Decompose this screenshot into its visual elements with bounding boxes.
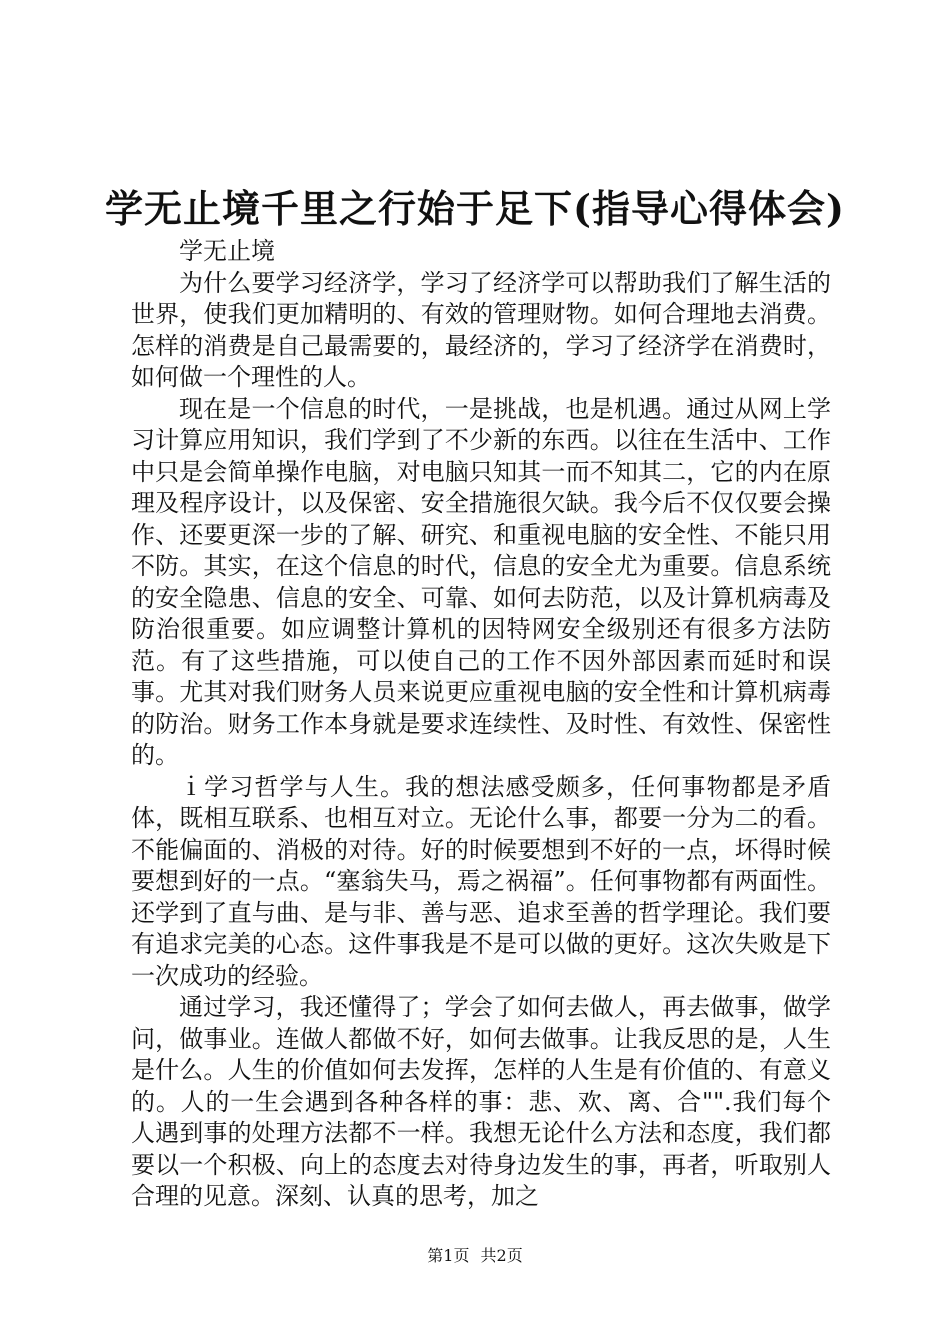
document-subtitle: 学无止境 — [179, 237, 275, 265]
page-number: 第1页 — [427, 1246, 470, 1265]
document-body — [131, 236, 831, 1213]
page-total: 共2页 — [480, 1246, 523, 1265]
page-footer — [0, 1246, 950, 1266]
paragraph: 为什么要学习经济学，学习了经济学可以帮助我们了解生活的世界，使我们更加精明的、有效的管理财物。如何合理地去消费。怎样的消费是自己最需要的，最经济的，学习了经济学在消费时，如何做一个理性的人。 — [131, 268, 831, 391]
paragraph: 现在是一个信息的时代，一是挑战，也是机遇。通过从网上学习计算应用知识，我们学到了不少新的东西。以往在生活中、工作中只是会简单操作电脑，对电脑只知其一而不知其二，它的内在原理及程序设计，以及保密、安全措施很欠缺。我今后不仅仅要会操作、还要更深一步的了解、研究、和重视电脑的安全性、不能只用不防。其实，在这个信息的时代，信息的安全尤为重要。信息系统的安全隐患、信息的安全、可靠、如何去防范，以及计算机病毒及防治很重要。如应调整计算机的因特网安全级别还有很多方法防范。有了这些措施，可以使自己的工作不因外部因素而延时和误事。尤其对我们财务人员来说更应重视电脑的安全性和计算机病毒的防治。财务工作本身就是要求连续性、及时性、有效性、保密性的。 — [131, 394, 831, 769]
document-title: 学无止境千里之行始于足下(指导心得体会) — [105, 186, 845, 231]
paragraph: ｉ学习哲学与人生。我的想法感受颇多，任何事物都是矛盾体，既相互联系、也相互对立。无论什么事，都要一分为二的看。不能偏面的、消极的对待。好的时候要想到不好的一点，坏得时候要想到好的一点。“塞翁失马，焉之祸福”。任何事物都有两面性。还学到了直与曲、是与非、善与恶、追求至善的哲学理论。我们要有追求完美的心态。这件事我是不是可以做的更好。这次失败是下一次成功的经验。 — [131, 772, 831, 990]
paragraph: 通过学习，我还懂得了；学会了如何去做人，再去做事，做学问，做事业。连做人都做不好，如何去做事。让我反思的是，人生是什么。人生的价值如何去发挥，怎样的人生是有价值的、有意义的。人的一生会遇到各种各样的事：悲、欢、离、合"".我们每个人遇到事的处理方法都不一样。我想无论什么方法和态度，我们都要以一个积极、向上的态度去对待身边发生的事，再者，听取别人合理的见意。深刻、认真的思考，加之 — [131, 993, 831, 1210]
